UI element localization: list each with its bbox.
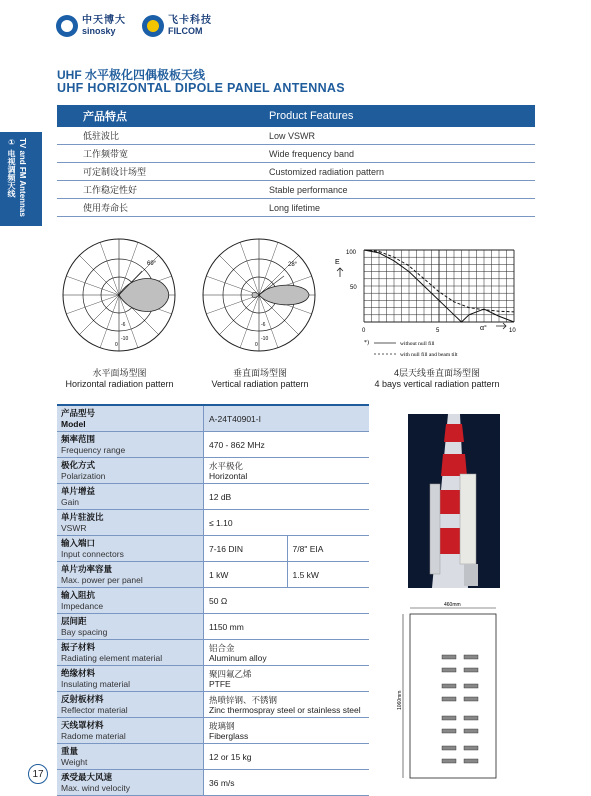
header-logos xyxy=(56,12,228,40)
ring-label: -10 xyxy=(261,336,269,342)
feature-cn: 可定制设计场型 xyxy=(83,167,147,177)
chart-xlabel: α° xyxy=(480,325,487,332)
spec-label-en: Model xyxy=(61,418,86,429)
filcom-logo xyxy=(142,15,212,37)
ring-label: -6 xyxy=(121,322,126,328)
bay-caption-en: 4 bays vertical radiation pattern xyxy=(374,379,500,389)
side-tab-label: TV and FM Antennas ① 电视调频天线 xyxy=(7,138,27,217)
page-number: 17 xyxy=(28,764,48,784)
ring-label: -6 xyxy=(261,322,266,328)
x-arrow-icon xyxy=(496,323,506,329)
spec-label-cn: 重量 xyxy=(61,745,79,756)
x-tick-label: 10 xyxy=(509,328,516,334)
ring-label: 0 xyxy=(255,342,258,348)
spec-label-cn: 层间距 xyxy=(61,615,87,626)
product-photo xyxy=(408,414,500,588)
width-dimension-label: 460mm xyxy=(444,602,461,608)
spec-row xyxy=(57,770,369,796)
chart-ylabel: E xyxy=(335,259,340,266)
spec-value: 7-16 DIN xyxy=(209,543,244,554)
horizontal-pattern-caption xyxy=(52,368,187,390)
filcom-logo-cn: 飞卡科技 xyxy=(168,15,212,26)
spec-label-cn: 输入端口 xyxy=(61,537,96,548)
spec-label-en: Gain xyxy=(61,496,79,507)
spec-label-cn: 反射板材料 xyxy=(61,693,104,704)
spec-row xyxy=(57,562,369,588)
spec-label-en: Insulating material xyxy=(61,678,130,689)
spec-label-en: Impedance xyxy=(61,600,104,611)
v-angle-label: 28° xyxy=(288,262,298,268)
spec-label-cn: 振子材料 xyxy=(61,641,96,652)
spec-label-en: Max. power per panel xyxy=(61,574,143,585)
legend-marker: *) xyxy=(364,340,369,346)
h-angle-label: 69° xyxy=(147,261,157,267)
spec-row xyxy=(57,692,369,718)
spec-label-cn: 天线罩材料 xyxy=(61,719,104,730)
legend-label: with null fill and beam tilt xyxy=(400,352,458,358)
feature-row xyxy=(57,199,535,217)
spec-value: Horizontal xyxy=(209,470,248,481)
spec-value-cn: 热喷锌钢、不锈钢 xyxy=(209,694,278,705)
spec-row xyxy=(57,536,369,562)
spec-row xyxy=(57,666,369,692)
spec-value: 50 Ω xyxy=(209,595,228,606)
spec-row xyxy=(57,640,369,666)
ring-label: 0 xyxy=(115,342,118,348)
spec-label-cn: 单片增益 xyxy=(61,485,96,496)
feature-cn: 使用寿命长 xyxy=(83,203,129,213)
spec-value-cn: 聚四氟乙烯 xyxy=(209,668,252,679)
spec-label-en: Polarization xyxy=(61,470,106,481)
spec-row-model xyxy=(57,406,369,432)
x-tick-label: 0 xyxy=(362,328,366,334)
feature-cn: 低驻波比 xyxy=(83,131,120,141)
spec-value: 12 dB xyxy=(209,491,232,502)
spec-label-cn: 输入阻抗 xyxy=(61,589,96,600)
spec-row xyxy=(57,510,369,536)
feature-en: Customized radiation pattern xyxy=(269,166,385,177)
spec-label-en: Weight xyxy=(61,756,88,767)
feature-en: Wide frequency band xyxy=(269,148,355,159)
spec-label-en: Max. wind velocity xyxy=(61,782,130,793)
y-arrow-icon xyxy=(337,268,343,277)
feature-row xyxy=(57,127,535,145)
bay-caption-cn: 4层天线垂直面场型图 xyxy=(393,368,480,378)
spec-label-cn: 绝缘材料 xyxy=(61,667,96,678)
sinosky-logo-icon xyxy=(56,15,78,37)
filcom-logo-icon xyxy=(142,15,164,37)
spec-label-cn: 承受最大风速 xyxy=(61,771,113,782)
four-bays-caption xyxy=(362,368,512,390)
spec-value: ≤ 1.10 xyxy=(209,517,233,528)
spec-row xyxy=(57,484,369,510)
spec-value: 12 or 15 kg xyxy=(209,751,252,762)
dimension-drawing xyxy=(396,600,506,782)
feature-row xyxy=(57,145,535,163)
feature-en: Low VSWR xyxy=(269,130,316,141)
spec-row xyxy=(57,614,369,640)
spec-label-cn: 单片功率容量 xyxy=(61,563,113,574)
h-caption-en: Horizontal radiation pattern xyxy=(65,379,174,389)
spec-label-en: VSWR xyxy=(61,522,87,533)
page-title-en: UHF HORIZONTAL DIPOLE PANEL ANTENNAS xyxy=(57,81,345,95)
spec-value-alt: 1.5 kW xyxy=(287,562,370,587)
section-side-tab xyxy=(0,132,42,226)
horizontal-pattern-diagram xyxy=(60,236,178,354)
sinosky-logo-en: sinosky xyxy=(82,26,116,36)
page-title-cn: UHF 水平极化四偶极板天线 xyxy=(57,68,205,82)
spec-value: Aluminum alloy xyxy=(209,652,267,663)
specifications-table xyxy=(57,404,369,796)
x-tick-label: 5 xyxy=(436,328,440,334)
spec-value: PTFE xyxy=(209,678,231,689)
y-tick-label: 50 xyxy=(350,285,357,291)
spec-label-en: Radiating element material xyxy=(61,652,163,663)
feature-en: Stable performance xyxy=(269,184,348,195)
four-bays-chart xyxy=(330,244,530,362)
spec-value-alt: 7/8" EIA xyxy=(287,536,370,561)
features-header-en: Product Features xyxy=(269,110,354,122)
spec-row xyxy=(57,718,369,744)
legend-label: without null fill xyxy=(400,341,435,347)
spec-value: 1150 mm xyxy=(209,621,244,632)
feature-en: Long lifetime xyxy=(269,202,321,213)
spec-label-cn: 频率范围 xyxy=(61,433,96,444)
spec-value: A-24T40901-I xyxy=(209,413,261,424)
spec-value: 1 kW xyxy=(209,569,229,580)
feature-cn: 工作频带宽 xyxy=(83,149,129,159)
feature-row xyxy=(57,163,535,181)
sinosky-logo-cn: 中天博大 xyxy=(82,15,126,26)
features-header xyxy=(57,105,535,127)
spec-value: Zinc thermospray steel or stainless steel xyxy=(209,704,361,715)
v-caption-en: Vertical radiation pattern xyxy=(211,379,309,389)
spec-label-cn: 单片驻波比 xyxy=(61,511,104,522)
features-header-cn: 产品特点 xyxy=(83,111,127,123)
vertical-pattern-caption xyxy=(195,368,325,390)
height-dimension-label: 1060mm xyxy=(397,690,403,710)
vertical-pattern-diagram xyxy=(200,236,318,354)
v-caption-cn: 垂直面场型图 xyxy=(232,368,287,378)
spec-value-cn: 水平极化 xyxy=(209,460,244,471)
spec-label-en: Frequency range xyxy=(61,444,126,455)
spec-row xyxy=(57,432,369,458)
spec-label-cn: 产品型号 xyxy=(61,407,96,418)
feature-cn: 工作稳定性好 xyxy=(83,185,138,195)
spec-row xyxy=(57,588,369,614)
spec-row xyxy=(57,744,369,770)
sinosky-logo xyxy=(56,15,126,37)
spec-row xyxy=(57,458,369,484)
filcom-logo-en: FILCOM xyxy=(168,26,203,36)
y-tick-label: 100 xyxy=(346,250,357,256)
spec-value-cn: 铝合金 xyxy=(209,642,235,653)
spec-label-en: Bay spacing xyxy=(61,626,108,637)
spec-label-en: Radome material xyxy=(61,730,126,741)
spec-value: Fiberglass xyxy=(209,730,249,741)
spec-label-en: Input connectors xyxy=(61,548,124,559)
spec-value: 470 - 862 MHz xyxy=(209,439,265,450)
ring-label: -10 xyxy=(121,336,129,342)
spec-label-cn: 极化方式 xyxy=(61,459,96,470)
h-caption-cn: 水平面场型图 xyxy=(92,368,147,378)
product-features-table xyxy=(57,105,535,217)
spec-value: 36 m/s xyxy=(209,777,235,788)
feature-row xyxy=(57,181,535,199)
spec-value-cn: 玻璃钢 xyxy=(209,720,235,731)
spec-label-en: Reflector material xyxy=(61,704,128,715)
